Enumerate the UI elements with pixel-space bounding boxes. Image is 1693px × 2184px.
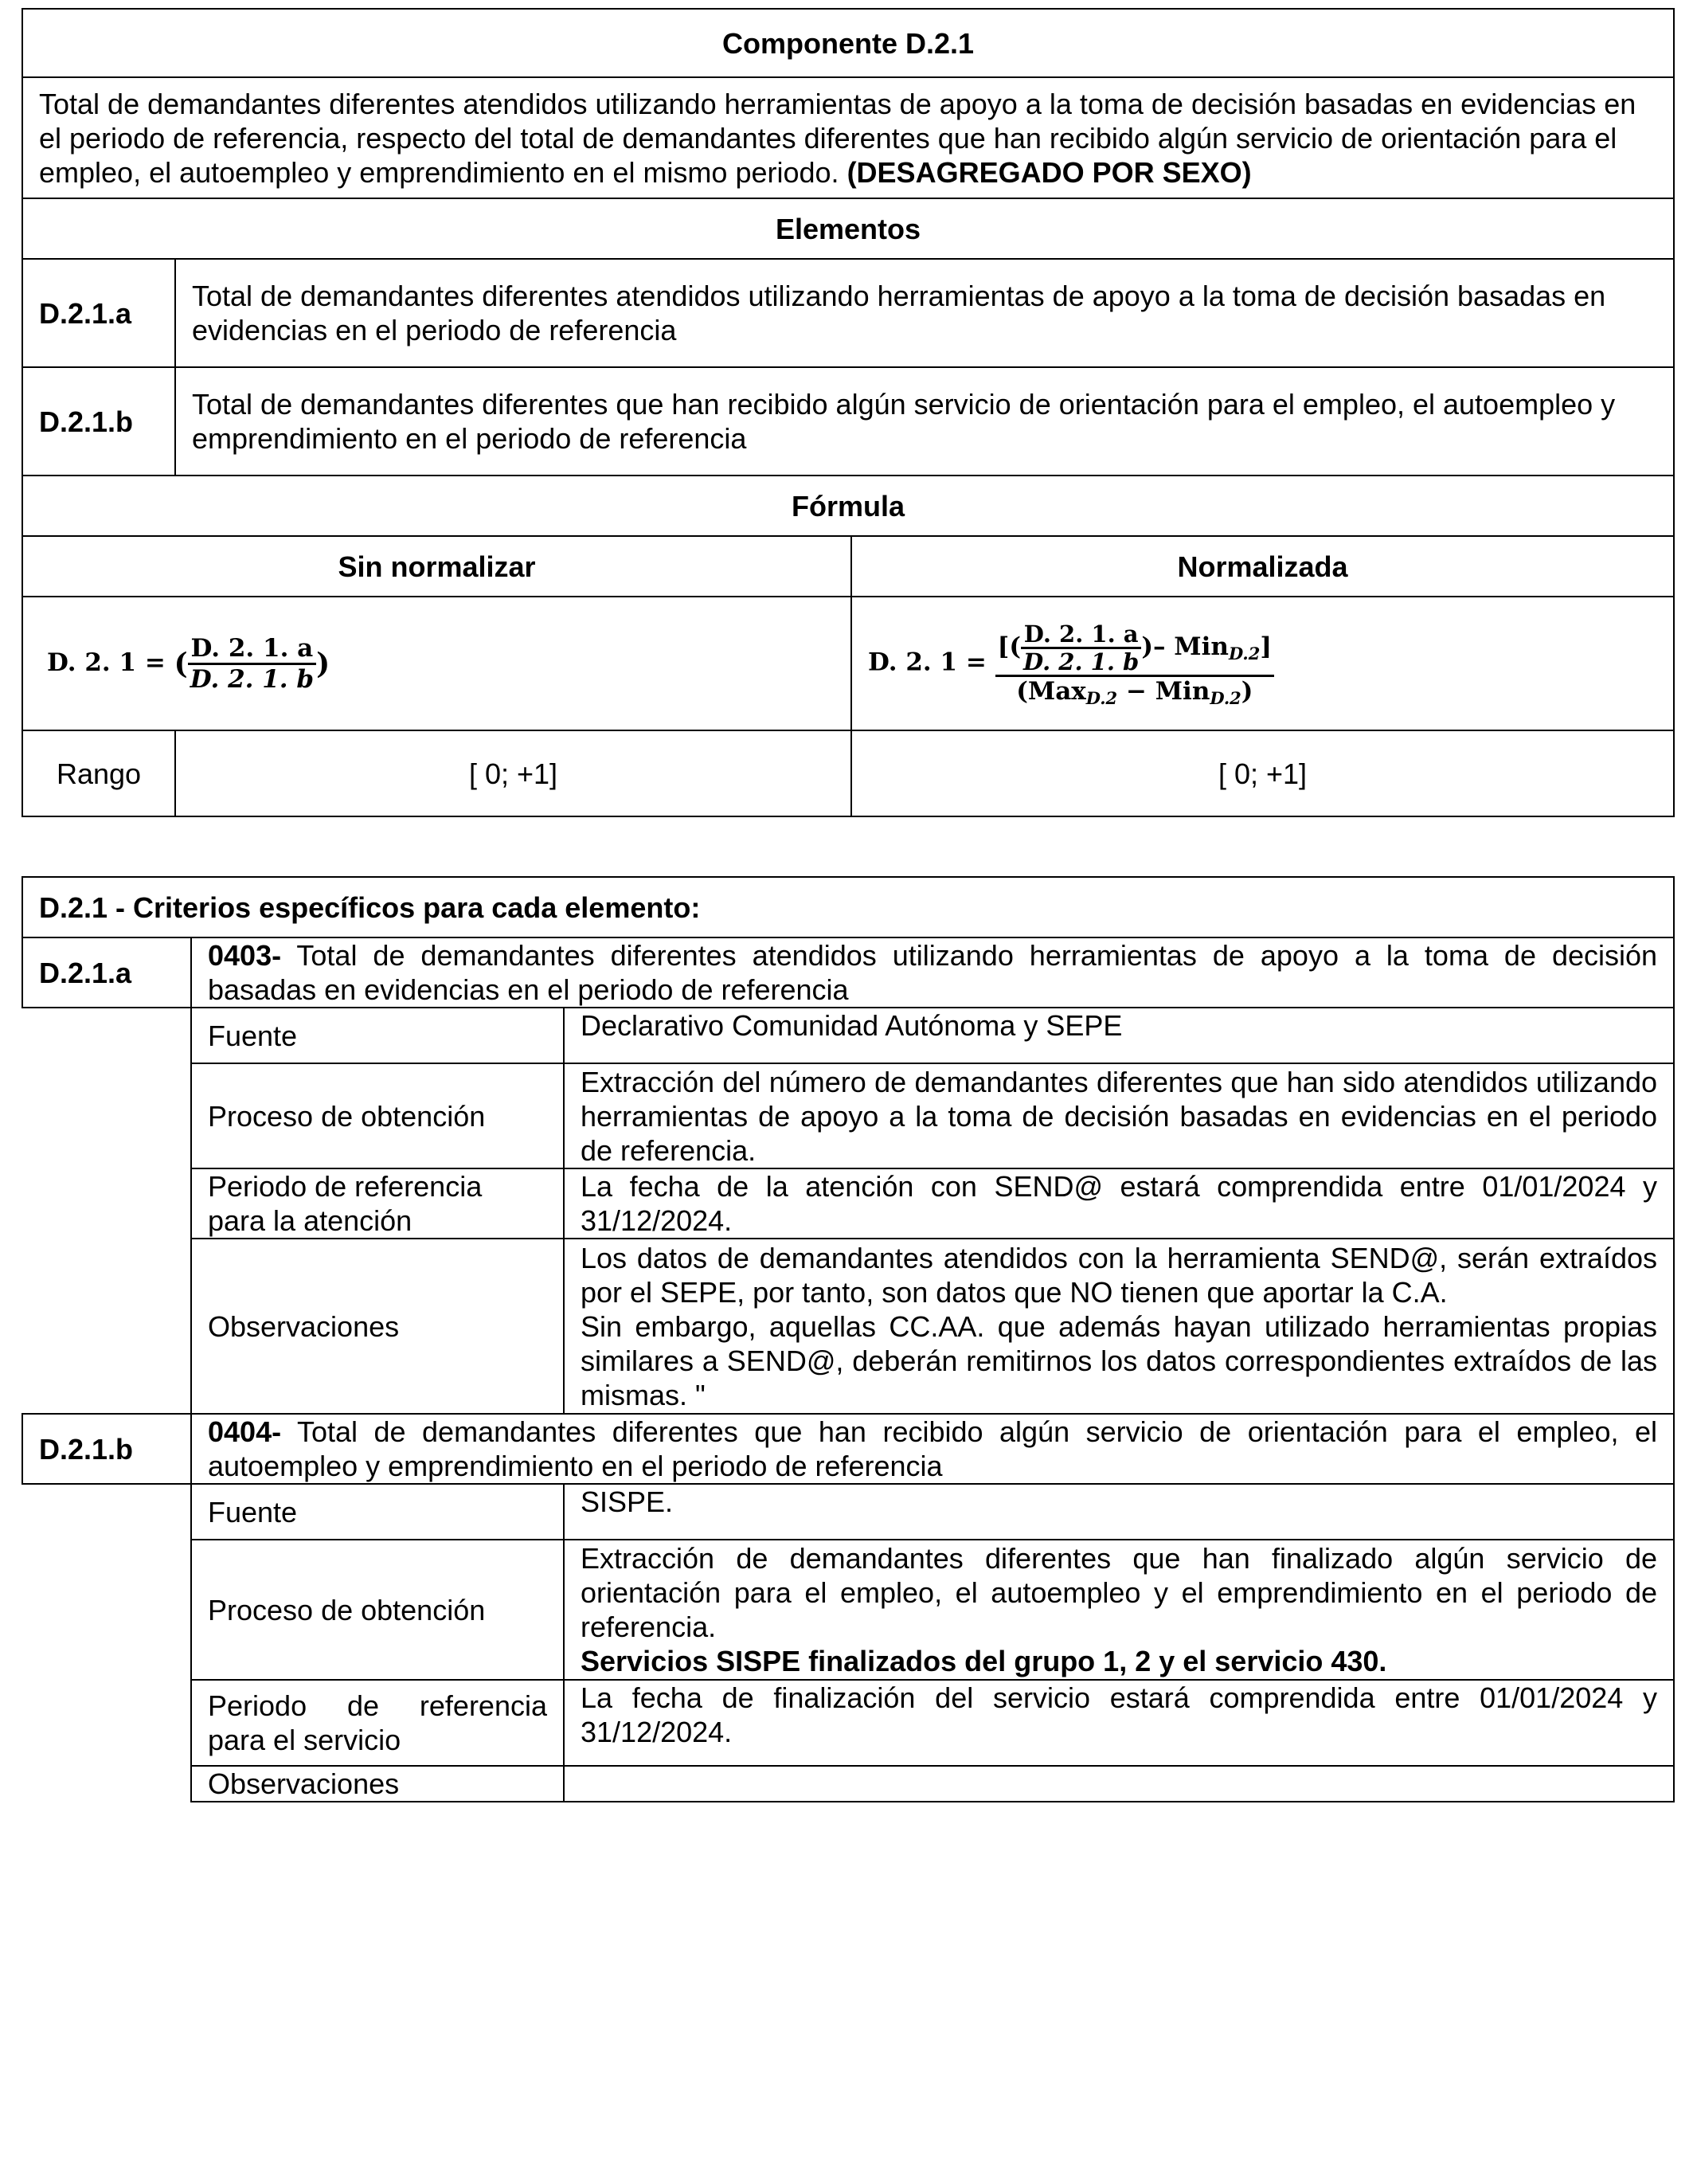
component-description bbox=[22, 77, 1674, 198]
formula-norm-numerator: [( $\frac{D. 2. 1. a}{D. 2. 1. b}$ )– Min$_{D.2}$] bbox=[995, 621, 1274, 677]
observaciones-text-2: Sin embargo, aquellas CC.AA. que además hayan utilizado herramientas propias similares a SEND@, deberán remitirnos los datos correspondientes extraídos de las mismas. " bbox=[581, 1309, 1658, 1411]
formula-fraction bbox=[188, 634, 316, 694]
criteria-label: Fuente bbox=[191, 1484, 564, 1540]
criteria-code: D.2.1.b bbox=[22, 1414, 191, 1484]
rango-sin-normalizar: [ 0; +1] bbox=[175, 730, 851, 816]
formula-sub: D.2 bbox=[1210, 688, 1241, 708]
rango-normalizada: [ 0; +1] bbox=[851, 730, 1674, 816]
formula-sub: D.2 bbox=[1085, 688, 1118, 708]
formula-minus: − bbox=[1125, 677, 1147, 706]
normalizada-label: Normalizada bbox=[851, 536, 1674, 597]
element-text: Total de demandantes diferentes que han recibido algún servicio de orientación para el empleo, el autoempleo y emprendimiento en el periodo de referencia bbox=[175, 367, 1674, 476]
criteria-item-description: Total de demandantes diferentes que han recibido algún servicio de orientación para el empleo, el autoempleo y emprendimiento en el periodo de referencia bbox=[208, 1415, 1658, 1482]
criteria-table bbox=[22, 876, 1675, 1802]
sin-normalizar-label: Sin normalizar bbox=[22, 536, 851, 597]
formula-heading: Fórmula bbox=[22, 476, 1674, 536]
formula-inner-fraction bbox=[1021, 621, 1141, 675]
formula-minus-min: – Min bbox=[1153, 632, 1229, 661]
criteria-value: SISPE. bbox=[564, 1484, 1674, 1540]
criteria-item-id: 0403- bbox=[208, 939, 282, 972]
formula-min: Min bbox=[1155, 677, 1210, 706]
elements-heading: Elementos bbox=[22, 198, 1674, 259]
proceso-text: Extracción de demandantes diferentes que han finalizado algún servicio de orientación para el empleo, el autoempleo y el emprendimiento en el periodo de referencia. bbox=[581, 1542, 1658, 1643]
criteria-label: Proceso de obtención bbox=[191, 1063, 564, 1168]
formula-lhs: D. 2. 1 = bbox=[47, 648, 166, 677]
formula-norm-fraction bbox=[995, 621, 1274, 706]
formula-norm-lhs: D. 2. 1 = bbox=[868, 648, 987, 677]
criteria-item-text bbox=[191, 937, 1674, 1008]
criteria-value: Declarativo Comunidad Autónoma y SEPE bbox=[564, 1008, 1674, 1063]
criteria-label: Periodo de referencia para el servicio bbox=[191, 1680, 564, 1766]
criteria-value bbox=[564, 1239, 1674, 1414]
criteria-label: Observaciones bbox=[191, 1766, 564, 1802]
criteria-label: Proceso de obtención bbox=[191, 1540, 564, 1680]
criteria-value: La fecha de finalización del servicio estará comprendida entre 01/01/2024 y 31/12/2024. bbox=[564, 1680, 1674, 1766]
element-code: D.2.1.a bbox=[22, 259, 175, 367]
criteria-value: La fecha de la atención con SEND@ estará comprendida entre 01/01/2024 y 31/12/2024. bbox=[564, 1168, 1674, 1239]
element-row bbox=[22, 367, 1674, 476]
component-table bbox=[22, 8, 1675, 817]
element-row bbox=[22, 259, 1674, 367]
element-code: D.2.1.b bbox=[22, 367, 175, 476]
criteria-value: Extracción del número de demandantes diferentes que han sido atendidos utilizando herramientas de apoyo a la toma de decisión basadas en evidencias en el periodo de referencia. bbox=[564, 1063, 1674, 1168]
proceso-text-bold: Servicios SISPE finalizados del grupo 1, 2 y el servicio 430. bbox=[581, 1645, 1387, 1677]
criteria-code: D.2.1.a bbox=[22, 937, 191, 1008]
criteria-label: Observaciones bbox=[191, 1239, 564, 1414]
criteria-label: Fuente bbox=[191, 1008, 564, 1063]
criteria-title: D.2.1 - Criterios específicos para cada elemento: bbox=[22, 877, 1674, 937]
formula-inner-den: D. 2. 1. b bbox=[1023, 648, 1140, 675]
formula-inner-num: D. 2. 1. a bbox=[1021, 621, 1141, 649]
formula-denominator: D. 2. 1. b bbox=[190, 664, 315, 694]
formula-norm-denominator: (Max$_{D.2}$ − Min$_{D.2}$) bbox=[1016, 677, 1253, 708]
element-text: Total de demandantes diferentes atendidos utilizando herramientas de apoyo a la toma de decisión basadas en evidencias en el periodo de referencia bbox=[175, 259, 1674, 367]
criteria-value bbox=[564, 1766, 1674, 1802]
criteria-label: Periodo de referencia para la atención bbox=[191, 1168, 564, 1239]
criteria-item-id: 0404- bbox=[208, 1415, 282, 1448]
criteria-item-text bbox=[191, 1414, 1674, 1484]
formula-normalized bbox=[851, 597, 1674, 730]
description-bold: (DESAGREGADO POR SEXO) bbox=[846, 155, 1252, 189]
observaciones-text-1: Los datos de demandantes atendidos con la herramienta SEND@, serán extraídos por el SEPE, por tanto, son datos que NO tienen que aportar la C.A. bbox=[581, 1241, 1658, 1309]
formula-sub: D.2 bbox=[1228, 644, 1261, 663]
formula-numerator: D. 2. 1. a bbox=[188, 634, 316, 665]
component-title: Componente D.2.1 bbox=[22, 9, 1674, 77]
criteria-item-description: Total de demandantes diferentes atendidos utilizando herramientas de apoyo a la toma de decisión basadas en evidencias en el periodo de referencia bbox=[208, 939, 1658, 1006]
formula-unnormalized: D. 2. 1 = ( $\frac{D. 2. 1. a}{D. 2. 1. b}$ ) bbox=[22, 597, 851, 730]
description-text: Total de demandantes diferentes atendidos utilizando herramientas de apoyo a la toma de decisión basadas en evidencias en el periodo de referencia, respecto del total de demandantes diferentes que han recibido algún servicio de orientación para el empleo, el autoempleo y emprendimiento en el mismo periodo. bbox=[39, 87, 1636, 189]
formula-max: Max bbox=[1027, 677, 1086, 706]
criteria-value bbox=[564, 1540, 1674, 1680]
rango-label: Rango bbox=[22, 730, 175, 816]
